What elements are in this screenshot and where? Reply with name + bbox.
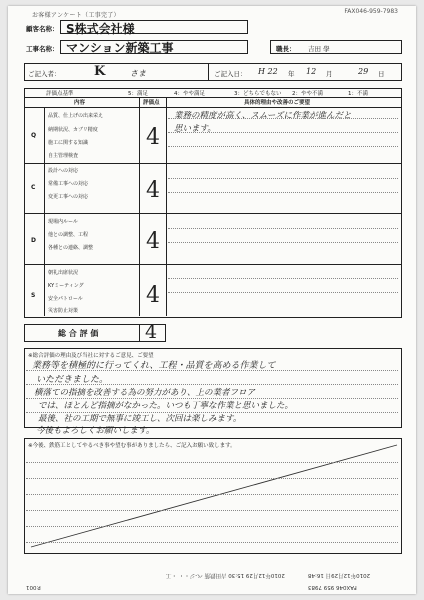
person-name: 吉田 學 [308, 45, 330, 53]
comment-line [26, 494, 398, 495]
d-score: 4 [146, 229, 160, 254]
s-score: 4 [146, 283, 160, 308]
header-strip: お客様アンケート（工事完了） [32, 12, 120, 19]
fax-footer-number: FAX046 959 7983 [308, 584, 357, 590]
fax-footer-mid: 2010年12月29 15:30 吉田鉄筋 ペ-ジ・・ ・工 [166, 572, 285, 578]
reason-line [168, 178, 398, 179]
entry-date-label: ご記入日： [214, 70, 247, 78]
col-line-1 [44, 107, 45, 316]
row-s-letter: S [31, 292, 36, 299]
col-line-3 [166, 97, 167, 316]
fax-footer-date: 2010年12月29日 16:48 [308, 572, 371, 578]
comment-1-line4: では、ほとんど指摘がなかった。いつも丁寧な作業と思いました。 [38, 401, 294, 411]
survey-sheet [8, 6, 416, 594]
reason-line [168, 278, 398, 279]
row-q-letter: Q [31, 132, 37, 139]
comment-line [26, 478, 398, 479]
legend-basis: 評価点基準 [46, 91, 74, 97]
comment-line [26, 542, 398, 543]
c-item-1: 設計への対応 [48, 168, 79, 174]
row-d-letter: D [31, 237, 36, 244]
c-bottom [24, 213, 401, 214]
position-label: 職長： [276, 45, 296, 53]
month-unit: 月 [326, 70, 333, 78]
fax-number: FAX046-959-7983 [344, 8, 398, 15]
entry-month: 12 [306, 67, 317, 76]
position-box [270, 40, 402, 54]
s-item-4: 災害防止対策 [48, 308, 79, 314]
reason-line [168, 132, 398, 133]
project-name-value: マンション新築工事 [66, 41, 174, 55]
d-bottom [24, 264, 401, 265]
q-bottom [24, 163, 401, 164]
reason-line [168, 192, 398, 193]
entry-row [24, 63, 402, 81]
comment-box-2 [24, 438, 402, 554]
client-name-label: 顧客名称： [26, 25, 59, 33]
s-item-1: 朝礼出席状況 [48, 270, 79, 276]
overall-score: 4 [145, 321, 158, 343]
reason-line [168, 118, 398, 119]
q-item-3: 施工に関する知識 [48, 140, 89, 146]
year-unit: 年 [288, 70, 295, 78]
q-reason-line2: 思います。 [174, 124, 216, 134]
d-item-3: 各種との連絡、調整 [48, 245, 94, 251]
q-item-2: 納期状況、カブリ精度 [48, 127, 98, 133]
entrant-honorific: さま [130, 69, 146, 78]
overall-divider [139, 324, 140, 341]
comment-1-prompt: ※総合評価の理由及び当社に対するご意見、ご要望 [28, 353, 154, 359]
reason-line [168, 228, 398, 229]
strike-through-line [25, 439, 401, 553]
q-reason-line1: 業務の精度が高く、スムーズに作業が進んだと [174, 111, 352, 121]
c-score: 4 [146, 178, 160, 203]
reason-line [168, 146, 398, 147]
reason-line [168, 292, 398, 293]
project-name-label: 工事名称： [26, 45, 59, 53]
client-name-value: S株式会社様 [66, 22, 135, 36]
comment-1-line2: いただきました。 [36, 375, 109, 385]
entry-date-era: H 22 [258, 67, 278, 76]
comment-1-line6: 今後もよろしくお願いします。 [36, 426, 155, 436]
q-item-1: 品質、仕上げの出来栄え [48, 113, 104, 119]
col-content: 内容 [74, 100, 86, 106]
entry-divider [208, 63, 209, 80]
col-score: 評価点 [143, 100, 160, 106]
d-item-1: 現場内ルール [48, 219, 78, 225]
day-unit: 日 [378, 70, 385, 78]
q-score: 4 [146, 125, 160, 150]
q-item-4: 自主管理検査 [48, 153, 79, 159]
entrant-value: K [94, 64, 106, 79]
entrant-label: ご記入者： [28, 70, 61, 78]
legend-4: 4：やや満足 [174, 91, 205, 97]
legend-3: 3：どちらでもない [234, 91, 282, 97]
row-c-letter: C [31, 184, 36, 191]
d-item-2: 他との調整、工程 [48, 232, 89, 238]
col-reason: 具体的理由や改善のご要望 [244, 100, 311, 106]
comment-1-line1: 業務等を積極的に行ってくれ、工程・品質を高める作業して [32, 361, 276, 371]
c-item-3: 変更工事への対応 [48, 194, 89, 200]
comment-line [26, 510, 398, 511]
reason-line [168, 242, 398, 243]
legend-1: 1：不満 [348, 91, 368, 97]
col-line-2 [139, 97, 140, 316]
s-item-3: 安全パトロール [48, 296, 83, 302]
comment-line [26, 526, 398, 527]
legend-5: 5：満足 [128, 91, 148, 97]
comment-2-prompt: ※今後、鉄筋工としてやるべき事や望む事がありましたら、ご記入お願い致します。 [28, 443, 236, 449]
c-item-2: 常備工事への対応 [48, 181, 89, 187]
comment-line [26, 462, 398, 463]
header-divider [24, 107, 401, 108]
comment-1-line3: 横落ての指摘を改善する為の努力があり、上の業者フロア [34, 388, 256, 398]
fax-footer-page: P.001 [26, 584, 41, 590]
rating-legend [24, 89, 400, 97]
comment-1-line5: 最後、社の工期で無事に竣工し、次回は楽しみます。 [38, 414, 242, 424]
s-item-2: KYミーティング [48, 283, 84, 289]
legend-2: 2：やや不満 [292, 91, 323, 97]
overall-label: 総 合 評 価 [58, 329, 99, 338]
entry-day: 29 [358, 67, 369, 76]
